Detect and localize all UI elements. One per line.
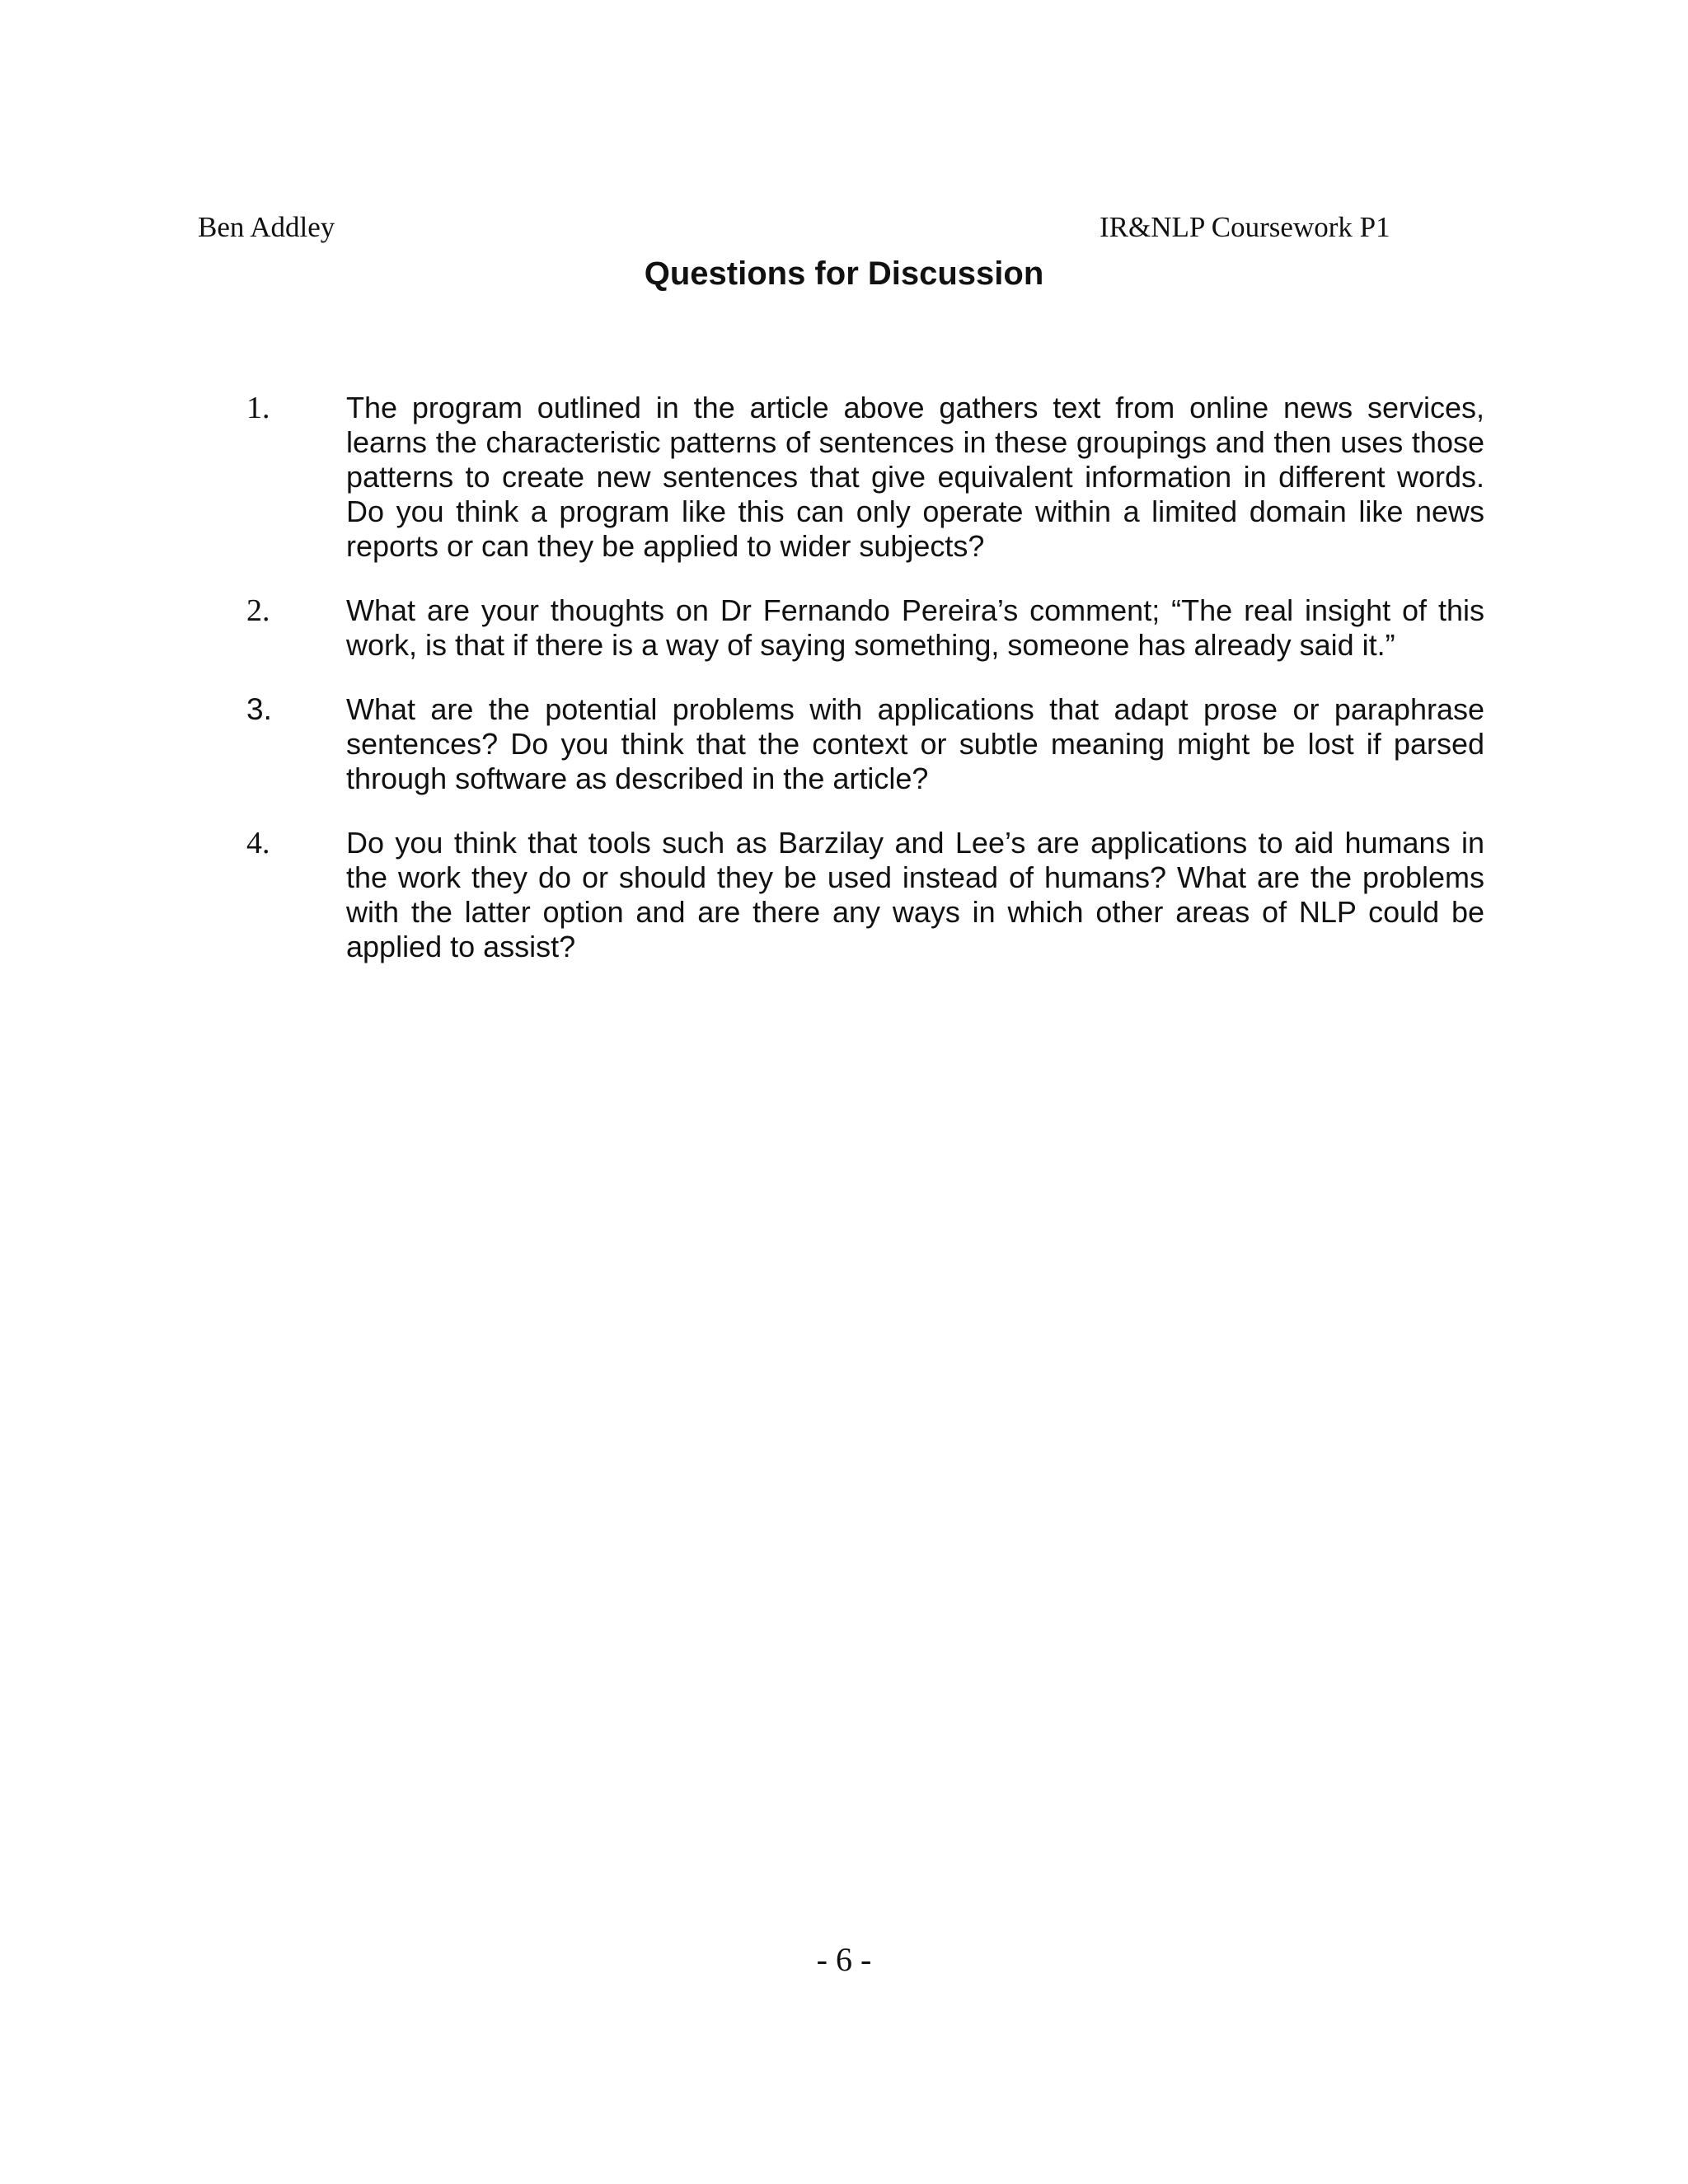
question-text: The program outlined in the article above gathers text from online news services, learns the characteristic patterns of sentences in these groupings and then uses those patterns to create new sentences that give equivalent information in different words. Do you think a program like this can only operate within a limited domain like news reports or can they be applied to wider subjects?	[346, 391, 1484, 563]
question-number: 3.	[246, 692, 272, 726]
page-title: Questions for Discussion	[644, 255, 1044, 292]
question-text: What are the potential problems with applications that adapt prose or paraphrase sentences? Do you think that the context or subtle meaning might be lost if parsed through software as described in the article?	[346, 692, 1484, 795]
question-number: 4.	[246, 826, 270, 860]
header-course: IR&NLP Coursework P1	[1100, 211, 1390, 243]
page-number: - 6 -	[816, 1941, 872, 1978]
header-author: Ben Addley	[198, 211, 335, 243]
question-text: Do you think that tools such as Barzilay and Lee’s are applications to aid humans in the work they do or should they be used instead of humans? What are the problems with the latter option and are there any ways in which other areas of NLP could be applied to assist?	[346, 826, 1484, 963]
question-number: 1.	[246, 391, 270, 425]
question-number: 2.	[246, 593, 270, 628]
question-text: What are your thoughts on Dr Fernando Pereira’s comment; “The real insight of this work, is that if there is a way of saying something, someone has already said it.”	[346, 593, 1484, 662]
